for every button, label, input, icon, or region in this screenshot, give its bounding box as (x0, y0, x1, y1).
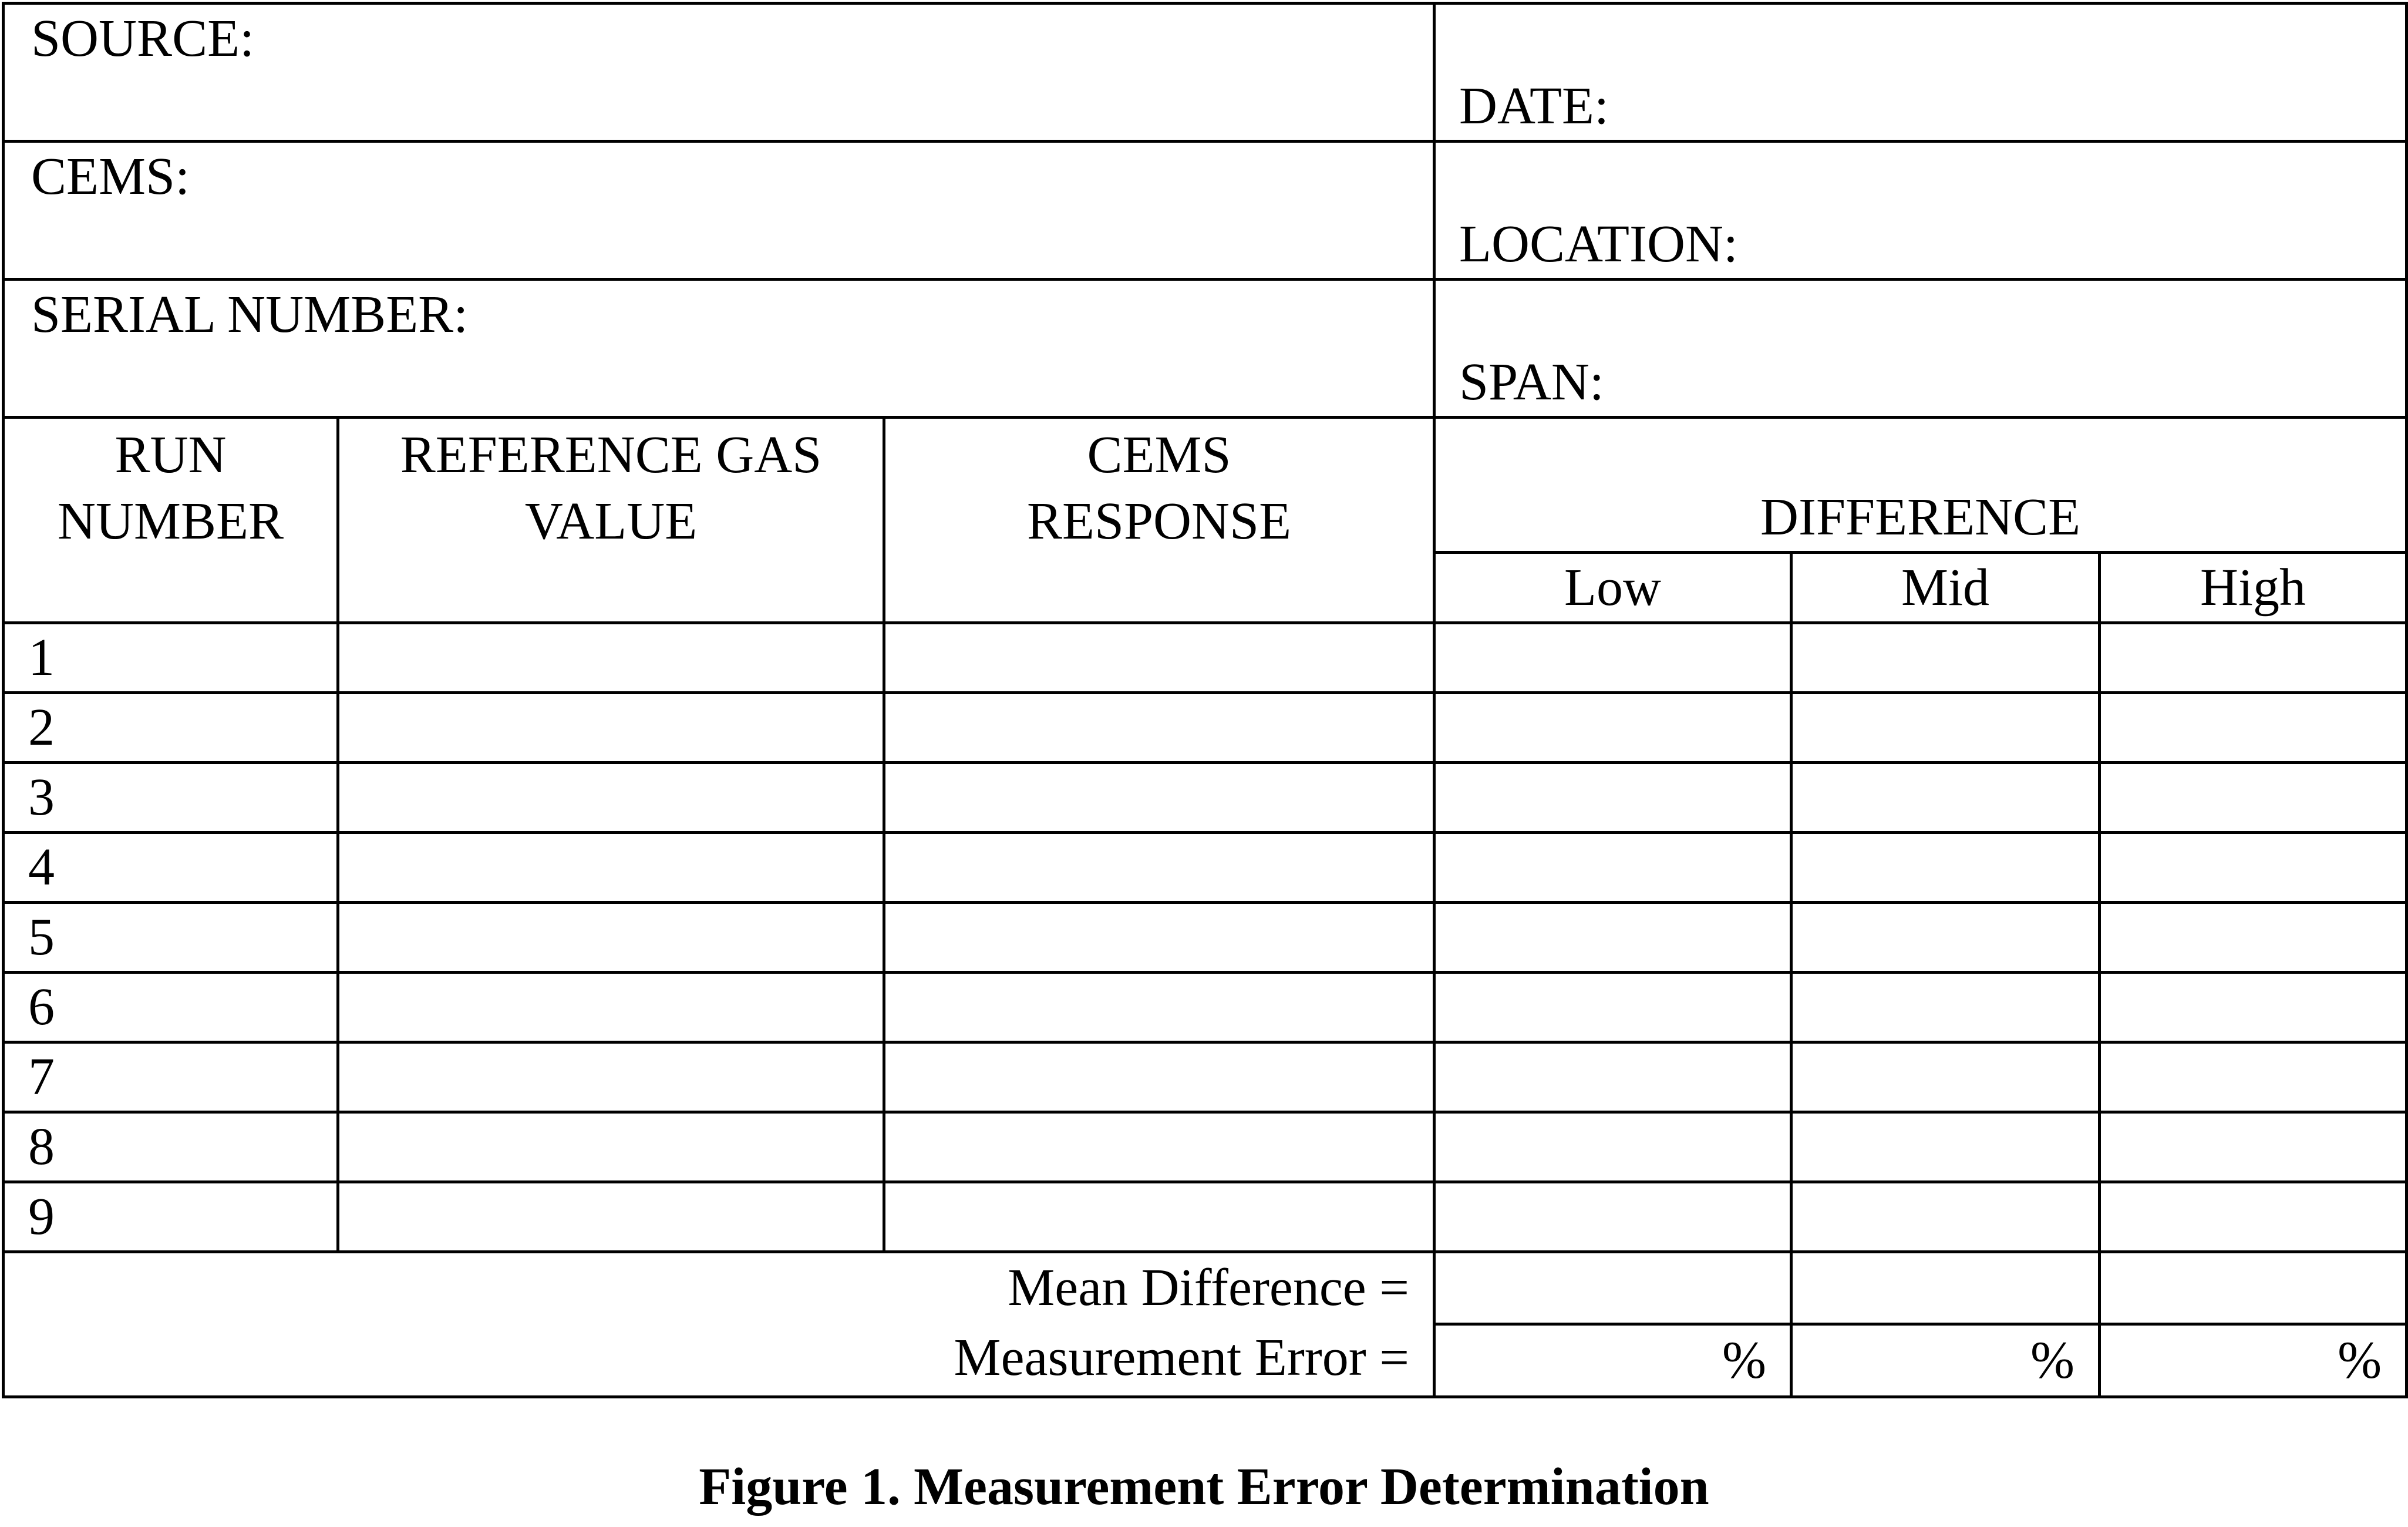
date-field[interactable] (1434, 4, 2407, 142)
date-label: DATE: (1459, 76, 1609, 135)
cems-response-cell[interactable] (884, 1182, 1434, 1252)
cems-response-cell[interactable] (884, 903, 1434, 973)
reference-gas-cell[interactable] (338, 1042, 884, 1112)
difference-high-cell[interactable] (2100, 1182, 2407, 1252)
run-number-header-line1: RUN (114, 426, 227, 484)
mean-difference-mid-cell[interactable] (1791, 1252, 2100, 1324)
difference-high-cell[interactable] (2100, 903, 2407, 973)
reference-gas-cell[interactable] (338, 833, 884, 903)
difference-low-cell[interactable] (1434, 763, 1791, 833)
table-row (4, 1112, 2407, 1182)
difference-mid-cell[interactable] (1791, 1042, 2100, 1112)
span-field[interactable] (1434, 280, 2407, 418)
run-number-header (4, 418, 338, 623)
difference-high-cell[interactable] (2100, 1042, 2407, 1112)
run-number-cell: 7 (4, 1042, 338, 1112)
difference-mid-cell[interactable] (1791, 1182, 2100, 1252)
reference-gas-cell[interactable] (338, 693, 884, 763)
table-row (4, 833, 2407, 903)
low-header: Low (1434, 553, 1791, 623)
reference-gas-header-line2: VALUE (524, 492, 698, 550)
summary-labels (4, 1252, 1434, 1397)
reference-gas-cell[interactable] (338, 623, 884, 693)
difference-low-cell[interactable] (1434, 1112, 1791, 1182)
figure-caption: Figure 1. Measurement Error Determination (699, 1458, 1709, 1516)
difference-low-cell[interactable] (1434, 833, 1791, 903)
cems-response-header (884, 418, 1434, 623)
cems-response-cell[interactable] (884, 693, 1434, 763)
measurement-error-high-cell[interactable] (2100, 1324, 2407, 1397)
source-label: SOURCE: (31, 9, 255, 68)
difference-high-cell[interactable] (2100, 973, 2407, 1042)
run-number-cell: 9 (4, 1182, 338, 1252)
difference-low-cell[interactable] (1434, 903, 1791, 973)
difference-mid-cell[interactable] (1791, 763, 2100, 833)
location-label: LOCATION: (1459, 214, 1738, 273)
serial-number-label: SERIAL NUMBER: (31, 285, 469, 344)
run-number-cell: 4 (4, 833, 338, 903)
table-row (4, 973, 2407, 1042)
mean-difference-low-cell[interactable] (1434, 1252, 1791, 1324)
difference-header: DIFFERENCE (1434, 418, 2407, 553)
cems-response-cell[interactable] (884, 1112, 1434, 1182)
reference-gas-header-line1: REFERENCE GAS (400, 426, 822, 484)
location-field[interactable] (1434, 142, 2407, 280)
difference-mid-cell[interactable] (1791, 623, 2100, 693)
cems-response-cell[interactable] (884, 1042, 1434, 1112)
difference-mid-cell[interactable] (1791, 693, 2100, 763)
run-number-cell: 8 (4, 1112, 338, 1182)
high-header: High (2100, 553, 2407, 623)
run-number-cell: 5 (4, 903, 338, 973)
measurement-error-form (2, 2, 2408, 1398)
cems-field[interactable] (4, 142, 1434, 280)
difference-high-cell[interactable] (2100, 693, 2407, 763)
percent-sign: % (2338, 1331, 2382, 1390)
mean-difference-label: Mean Difference = (1008, 1259, 1410, 1317)
reference-gas-header (338, 418, 884, 623)
table-row (4, 903, 2407, 973)
table-row (4, 693, 2407, 763)
run-number-cell: 3 (4, 763, 338, 833)
measurement-error-low-cell[interactable] (1434, 1324, 1791, 1397)
reference-gas-cell[interactable] (338, 1182, 884, 1252)
cems-label: CEMS: (31, 147, 190, 206)
reference-gas-cell[interactable] (338, 1112, 884, 1182)
difference-mid-cell[interactable] (1791, 1112, 2100, 1182)
difference-low-cell[interactable] (1434, 1042, 1791, 1112)
reference-gas-cell[interactable] (338, 903, 884, 973)
measurement-error-mid-cell[interactable] (1791, 1324, 2100, 1397)
difference-high-cell[interactable] (2100, 1112, 2407, 1182)
measurement-error-label: Measurement Error = (954, 1328, 1410, 1387)
difference-low-cell[interactable] (1434, 1182, 1791, 1252)
source-field[interactable] (4, 4, 1434, 142)
cems-response-header-line1: CEMS (1087, 426, 1231, 484)
mean-difference-high-cell[interactable] (2100, 1252, 2407, 1324)
reference-gas-cell[interactable] (338, 763, 884, 833)
run-number-header-line2: NUMBER (57, 492, 284, 550)
table-row (4, 1042, 2407, 1112)
run-number-cell: 1 (4, 623, 338, 693)
percent-sign: % (1722, 1331, 1767, 1390)
cems-response-cell[interactable] (884, 973, 1434, 1042)
difference-mid-cell[interactable] (1791, 833, 2100, 903)
percent-sign: % (2030, 1331, 2075, 1390)
run-number-cell: 2 (4, 693, 338, 763)
cems-response-cell[interactable] (884, 623, 1434, 693)
difference-mid-cell[interactable] (1791, 973, 2100, 1042)
cems-response-cell[interactable] (884, 833, 1434, 903)
difference-low-cell[interactable] (1434, 693, 1791, 763)
run-number-cell: 6 (4, 973, 338, 1042)
table-row (4, 623, 2407, 693)
difference-high-cell[interactable] (2100, 763, 2407, 833)
difference-high-cell[interactable] (2100, 833, 2407, 903)
difference-low-cell[interactable] (1434, 623, 1791, 693)
cems-response-cell[interactable] (884, 763, 1434, 833)
serial-number-field[interactable] (4, 280, 1434, 418)
table-row (4, 1182, 2407, 1252)
difference-high-cell[interactable] (2100, 623, 2407, 693)
mid-header: Mid (1791, 553, 2100, 623)
cems-response-header-line2: RESPONSE (1026, 492, 1292, 550)
difference-mid-cell[interactable] (1791, 903, 2100, 973)
reference-gas-cell[interactable] (338, 973, 884, 1042)
table-row (4, 763, 2407, 833)
difference-low-cell[interactable] (1434, 973, 1791, 1042)
span-label: SPAN: (1459, 352, 1604, 411)
